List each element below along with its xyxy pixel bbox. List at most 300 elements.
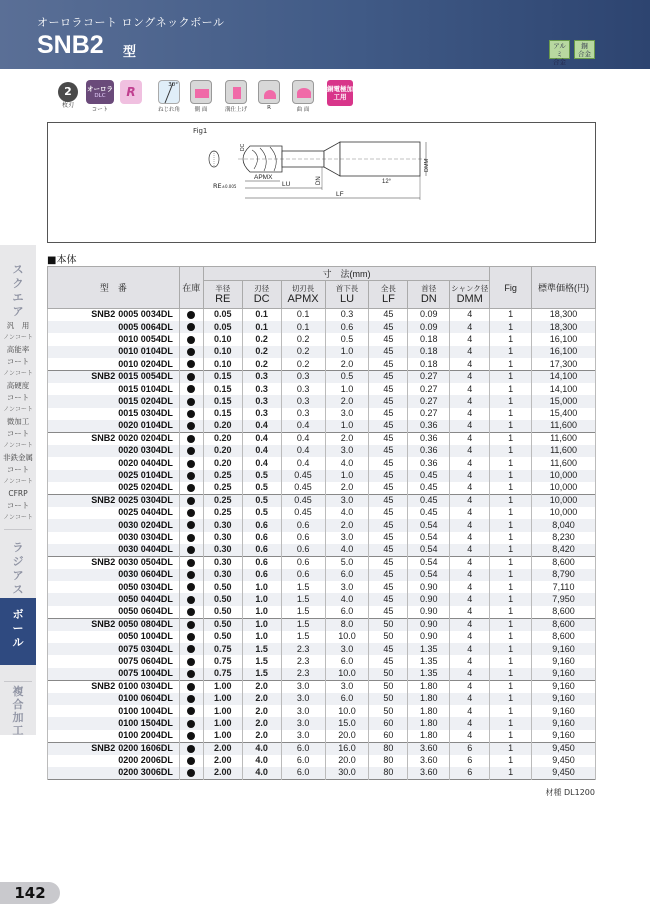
in-stock-dot-icon bbox=[187, 422, 195, 430]
in-stock-dot-icon bbox=[187, 497, 195, 505]
in-stock-dot-icon bbox=[187, 769, 195, 777]
table-row bbox=[48, 383, 596, 395]
re-cell: 0.15 bbox=[203, 383, 242, 395]
in-stock-dot-icon bbox=[187, 633, 195, 641]
price-cell: 15,400 bbox=[532, 408, 596, 420]
in-stock-dot-icon bbox=[187, 323, 195, 331]
model-code-cell bbox=[48, 321, 180, 333]
apmx-cell: 2.3 bbox=[281, 643, 325, 655]
apmx-cell: 3.0 bbox=[281, 730, 325, 742]
lu-cell: 4.0 bbox=[325, 544, 369, 556]
product-title-suffix: 型 bbox=[123, 45, 137, 60]
lu-cell: 3.0 bbox=[325, 532, 369, 544]
lu-cell: 3.0 bbox=[325, 643, 369, 655]
stock-cell bbox=[179, 544, 203, 556]
table-row bbox=[48, 730, 596, 742]
lf-cell: 45 bbox=[369, 470, 408, 482]
re-cell: 0.30 bbox=[203, 569, 242, 581]
dmm-cell: 4 bbox=[450, 420, 490, 432]
stock-cell bbox=[179, 457, 203, 469]
table-row bbox=[48, 532, 596, 544]
table-row bbox=[48, 432, 596, 444]
stock-cell bbox=[179, 420, 203, 432]
model-prefix: SNB2 bbox=[91, 433, 116, 444]
re-cell: 0.15 bbox=[203, 395, 242, 407]
sidebar-subitem[interactable]: コート bbox=[6, 393, 30, 402]
fig-cell: 1 bbox=[490, 346, 532, 358]
re-cell: 0.75 bbox=[203, 643, 242, 655]
sidebar-item-ball[interactable]: ボ ー ル bbox=[0, 598, 36, 665]
apmx-cell: 6.0 bbox=[281, 755, 325, 767]
fig-cell: 1 bbox=[490, 532, 532, 544]
apmx-cell: 0.6 bbox=[281, 556, 325, 568]
lu-cell: 6.0 bbox=[325, 655, 369, 667]
re-cell: 0.30 bbox=[203, 544, 242, 556]
sidebar-subitem[interactable]: ノンコート bbox=[3, 370, 33, 377]
curved-surface-label: 曲 面 bbox=[296, 107, 310, 113]
re-cell: 1.00 bbox=[203, 717, 242, 729]
header-apmx: 切刃長 APMX bbox=[281, 281, 325, 309]
dn-cell: 0.90 bbox=[408, 618, 450, 630]
model-prefix: SNB2 bbox=[91, 619, 116, 630]
model-code-cell bbox=[48, 668, 180, 680]
apmx-cell: 0.45 bbox=[281, 482, 325, 494]
re-cell: 0.05 bbox=[203, 321, 242, 333]
price-cell: 14,100 bbox=[532, 370, 596, 382]
side-milling-label: 側 面 bbox=[194, 107, 208, 113]
price-cell: 11,600 bbox=[532, 432, 596, 444]
model-code-cell bbox=[48, 482, 180, 494]
price-cell: 8,600 bbox=[532, 606, 596, 618]
apmx-cell: 0.6 bbox=[281, 532, 325, 544]
stock-cell bbox=[179, 346, 203, 358]
table-row bbox=[48, 655, 596, 667]
dmm-cell: 4 bbox=[450, 532, 490, 544]
lf-cell: 45 bbox=[369, 321, 408, 333]
dmm-label: DMM bbox=[424, 158, 430, 172]
fig-cell: 1 bbox=[490, 507, 532, 519]
price-cell: 17,300 bbox=[532, 358, 596, 370]
lu-cell: 0.5 bbox=[325, 333, 369, 345]
dmm-cell: 4 bbox=[450, 309, 490, 321]
model-number: 0100 1004DL bbox=[118, 705, 173, 716]
stock-cell bbox=[179, 482, 203, 494]
fig-cell: 1 bbox=[490, 742, 532, 754]
price-cell: 8,600 bbox=[532, 618, 596, 630]
model-number: 0025 0404DL bbox=[118, 507, 173, 518]
lf-cell: 45 bbox=[369, 333, 408, 345]
lf-cell: 50 bbox=[369, 693, 408, 705]
model-code-cell bbox=[48, 309, 180, 321]
dmm-cell: 4 bbox=[450, 383, 490, 395]
lf-cell: 45 bbox=[369, 593, 408, 605]
model-number: 0005 0064DL bbox=[118, 321, 173, 332]
in-stock-dot-icon bbox=[187, 435, 195, 443]
sidebar-subitem[interactable]: 汎 用 bbox=[6, 321, 30, 330]
in-stock-dot-icon bbox=[187, 534, 195, 542]
dc-cell: 0.6 bbox=[242, 544, 281, 556]
in-stock-dot-icon bbox=[187, 521, 195, 529]
radius-icon: R bbox=[120, 80, 142, 104]
in-stock-dot-icon bbox=[187, 732, 195, 740]
sidebar-subitem[interactable]: 非鉄金属 bbox=[3, 453, 33, 462]
re-cell: 0.20 bbox=[203, 445, 242, 457]
price-cell: 8,420 bbox=[532, 544, 596, 556]
lu-cell: 8.0 bbox=[325, 618, 369, 630]
dn-cell: 0.90 bbox=[408, 593, 450, 605]
fig-cell: 1 bbox=[490, 395, 532, 407]
stock-cell bbox=[179, 569, 203, 581]
in-stock-dot-icon bbox=[187, 596, 195, 604]
sidebar-subitem[interactable]: ノンコート bbox=[3, 406, 33, 413]
price-cell: 11,600 bbox=[532, 457, 596, 469]
table-row bbox=[48, 544, 596, 556]
stock-cell bbox=[179, 631, 203, 643]
dmm-cell: 4 bbox=[450, 321, 490, 333]
in-stock-dot-icon bbox=[187, 745, 195, 753]
model-number: 0020 0304DL bbox=[118, 445, 173, 456]
dmm-cell: 4 bbox=[450, 519, 490, 531]
lf-cell: 80 bbox=[369, 742, 408, 754]
dn-cell: 0.36 bbox=[408, 457, 450, 469]
stock-cell bbox=[179, 655, 203, 667]
page-header bbox=[0, 0, 650, 69]
table-row bbox=[48, 482, 596, 494]
in-stock-dot-icon bbox=[187, 447, 195, 455]
sidebar-subitem[interactable]: CFRP bbox=[8, 489, 28, 498]
dmm-cell: 4 bbox=[450, 680, 490, 692]
re-cell: 2.00 bbox=[203, 767, 242, 779]
model-number: 0015 0204DL bbox=[118, 395, 173, 406]
model-number: 0100 0304DL bbox=[118, 681, 173, 692]
lu-cell: 2.0 bbox=[325, 432, 369, 444]
dmm-cell: 4 bbox=[450, 730, 490, 742]
header-lf: 全長 LF bbox=[369, 281, 408, 309]
apmx-cell: 2.3 bbox=[281, 655, 325, 667]
lu-cell: 0.6 bbox=[325, 321, 369, 333]
model-number: 0010 0204DL bbox=[118, 358, 173, 369]
table-row bbox=[48, 519, 596, 531]
stock-cell bbox=[179, 507, 203, 519]
price-cell: 9,160 bbox=[532, 643, 596, 655]
fig-cell: 1 bbox=[490, 606, 532, 618]
lu-cell: 5.0 bbox=[325, 556, 369, 568]
table-row bbox=[48, 581, 596, 593]
table-row bbox=[48, 420, 596, 432]
price-cell: 16,100 bbox=[532, 346, 596, 358]
dc-cell: 2.0 bbox=[242, 693, 281, 705]
dn-cell: 1.35 bbox=[408, 643, 450, 655]
two-flute-icon: 2 bbox=[58, 82, 78, 102]
aurora-coat-label: コート bbox=[91, 107, 109, 113]
model-number: 0200 3006DL bbox=[118, 767, 173, 778]
fig-cell: 1 bbox=[490, 618, 532, 630]
dn-cell: 0.36 bbox=[408, 420, 450, 432]
lf-cell: 45 bbox=[369, 482, 408, 494]
price-cell: 10,000 bbox=[532, 507, 596, 519]
header-dc: 刃径 DC bbox=[242, 281, 281, 309]
model-number: 0030 0304DL bbox=[118, 532, 173, 543]
table-row bbox=[48, 705, 596, 717]
dc-cell: 2.0 bbox=[242, 717, 281, 729]
model-prefix: SNB2 bbox=[91, 495, 116, 506]
model-code-cell bbox=[48, 643, 180, 655]
sidebar-subitem[interactable]: ノンコート bbox=[3, 478, 33, 485]
table-row bbox=[48, 717, 596, 729]
in-stock-dot-icon bbox=[187, 683, 195, 691]
stock-cell bbox=[179, 680, 203, 692]
model-number: 0030 0204DL bbox=[118, 519, 173, 530]
lu-cell: 3.0 bbox=[325, 408, 369, 420]
fig-cell: 1 bbox=[490, 705, 532, 717]
re-cell: 0.50 bbox=[203, 593, 242, 605]
dmm-cell: 4 bbox=[450, 705, 490, 717]
dn-cell: 1.80 bbox=[408, 730, 450, 742]
dn-cell: 0.90 bbox=[408, 581, 450, 593]
radius-machining-label: R bbox=[267, 105, 271, 111]
sidebar-subitem[interactable]: 高硬度 bbox=[6, 381, 30, 390]
re-cell: 1.00 bbox=[203, 693, 242, 705]
model-prefix: SNB2 bbox=[91, 557, 116, 568]
lf-cell: 45 bbox=[369, 346, 408, 358]
fig-cell: 1 bbox=[490, 680, 532, 692]
apmx-cell: 0.1 bbox=[281, 321, 325, 333]
sidebar-subitem[interactable]: 高能率 bbox=[6, 345, 30, 354]
sidebar-item-radius[interactable]: ラ ジ ア ス bbox=[12, 541, 24, 596]
lf-cell: 50 bbox=[369, 705, 408, 717]
apmx-cell: 6.0 bbox=[281, 742, 325, 754]
re-cell: 1.00 bbox=[203, 730, 242, 742]
price-cell: 9,450 bbox=[532, 742, 596, 754]
apmx-cell: 1.5 bbox=[281, 631, 325, 643]
dmm-cell: 4 bbox=[450, 358, 490, 370]
fig-cell: 1 bbox=[490, 494, 532, 506]
model-number: 0030 0504DL bbox=[118, 557, 173, 568]
model-code-cell bbox=[48, 655, 180, 667]
lf-cell: 45 bbox=[369, 532, 408, 544]
stock-cell bbox=[179, 618, 203, 630]
dn-cell: 0.45 bbox=[408, 494, 450, 506]
lf-cell: 50 bbox=[369, 680, 408, 692]
price-cell: 15,000 bbox=[532, 395, 596, 407]
price-cell: 9,160 bbox=[532, 693, 596, 705]
in-stock-dot-icon bbox=[187, 385, 195, 393]
re-cell: 0.50 bbox=[203, 631, 242, 643]
price-cell: 9,450 bbox=[532, 767, 596, 779]
dn-cell: 0.27 bbox=[408, 395, 450, 407]
sidebar-subitem[interactable]: ノンコート bbox=[3, 514, 33, 521]
dc-cell: 0.4 bbox=[242, 432, 281, 444]
dc-cell: 4.0 bbox=[242, 742, 281, 754]
lf-cell: 45 bbox=[369, 420, 408, 432]
dn-cell: 0.45 bbox=[408, 507, 450, 519]
model-code-cell bbox=[48, 507, 180, 519]
lu-cell: 6.0 bbox=[325, 569, 369, 581]
lf-cell: 60 bbox=[369, 730, 408, 742]
model-prefix: SNB2 bbox=[91, 309, 116, 320]
price-cell: 9,160 bbox=[532, 717, 596, 729]
table-row bbox=[48, 346, 596, 358]
apmx-cell: 3.0 bbox=[281, 693, 325, 705]
dmm-cell: 4 bbox=[450, 445, 490, 457]
product-title: SNB2 bbox=[37, 31, 104, 59]
apmx-cell: 1.5 bbox=[281, 606, 325, 618]
in-stock-dot-icon bbox=[187, 559, 195, 567]
price-cell: 18,300 bbox=[532, 321, 596, 333]
dmm-cell: 4 bbox=[450, 470, 490, 482]
table-row bbox=[48, 767, 596, 779]
apmx-cell: 1.5 bbox=[281, 593, 325, 605]
dc-cell: 1.5 bbox=[242, 655, 281, 667]
apmx-cell: 3.0 bbox=[281, 680, 325, 692]
model-code-cell bbox=[48, 556, 180, 568]
sidebar-item-combo[interactable]: 複 合 加 工 bbox=[12, 685, 24, 737]
sidebar-subitem[interactable]: コート bbox=[6, 465, 30, 474]
model-number: 0050 0304DL bbox=[118, 581, 173, 592]
apmx-cell: 0.45 bbox=[281, 507, 325, 519]
copper-electrode-badge: 銅電極加工用 bbox=[327, 80, 353, 106]
dn-cell: 3.60 bbox=[408, 767, 450, 779]
price-cell: 14,100 bbox=[532, 383, 596, 395]
dc-cell: 0.6 bbox=[242, 532, 281, 544]
dn-cell: 0.54 bbox=[408, 544, 450, 556]
in-stock-dot-icon bbox=[187, 608, 195, 616]
fig-cell: 1 bbox=[490, 420, 532, 432]
lf-cell: 45 bbox=[369, 432, 408, 444]
sidebar-subitem[interactable]: コート bbox=[6, 429, 30, 438]
dn-cell: 1.80 bbox=[408, 693, 450, 705]
apmx-cell: 0.3 bbox=[281, 408, 325, 420]
lu-cell: 6.0 bbox=[325, 693, 369, 705]
model-code-cell bbox=[48, 693, 180, 705]
sidebar-subitem[interactable]: 微加工 bbox=[6, 417, 30, 426]
stock-cell bbox=[179, 742, 203, 754]
dmm-cell: 4 bbox=[450, 593, 490, 605]
sidebar-item-square[interactable]: ス ク エ ア bbox=[12, 263, 24, 318]
stock-cell bbox=[179, 556, 203, 568]
re-cell: 0.25 bbox=[203, 482, 242, 494]
stock-cell bbox=[179, 730, 203, 742]
model-number: 0020 0404DL bbox=[118, 457, 173, 468]
dn-cell: 1.35 bbox=[408, 655, 450, 667]
price-cell: 10,000 bbox=[532, 482, 596, 494]
model-number: 0005 0034DL bbox=[118, 309, 173, 320]
dc-cell: 2.0 bbox=[242, 730, 281, 742]
model-number: 0015 0104DL bbox=[118, 383, 173, 394]
header-re: 半径 RE bbox=[203, 281, 242, 309]
material-badge-aluminum: アルミ 合金 bbox=[549, 40, 570, 59]
dc-cell: 1.0 bbox=[242, 606, 281, 618]
stock-cell bbox=[179, 408, 203, 420]
material-note: 材種 DL1200 bbox=[545, 788, 595, 797]
dc-cell: 4.0 bbox=[242, 767, 281, 779]
dmm-cell: 4 bbox=[450, 581, 490, 593]
dn-cell: 1.80 bbox=[408, 680, 450, 692]
dn-cell: 0.90 bbox=[408, 631, 450, 643]
dc-cell: 0.1 bbox=[242, 309, 281, 321]
model-number: 0050 1004DL bbox=[118, 631, 173, 642]
table-row bbox=[48, 606, 596, 618]
sidebar-subitem[interactable]: ノンコート bbox=[3, 442, 33, 449]
section-title: ■本体 bbox=[47, 255, 77, 266]
fig-cell: 1 bbox=[490, 556, 532, 568]
sidebar-subitem[interactable]: ノンコート bbox=[3, 334, 33, 341]
dc-cell: 1.0 bbox=[242, 581, 281, 593]
dmm-cell: 4 bbox=[450, 606, 490, 618]
price-cell: 18,300 bbox=[532, 309, 596, 321]
table-row bbox=[48, 618, 596, 630]
lf-cell: 45 bbox=[369, 606, 408, 618]
lu-cell: 10.0 bbox=[325, 705, 369, 717]
dc-cell: 0.4 bbox=[242, 445, 281, 457]
price-cell: 8,230 bbox=[532, 532, 596, 544]
spec-table bbox=[47, 266, 596, 780]
fig-cell: 1 bbox=[490, 643, 532, 655]
model-prefix: SNB2 bbox=[91, 371, 116, 382]
lu-cell: 0.5 bbox=[325, 370, 369, 382]
page-number: 142 bbox=[0, 882, 60, 904]
model-number: 0025 0304DL bbox=[118, 495, 173, 506]
sidebar-subitem[interactable]: コート bbox=[6, 501, 30, 510]
re-cell: 2.00 bbox=[203, 755, 242, 767]
header-lu: 首下長 LU bbox=[325, 281, 369, 309]
fig-cell: 1 bbox=[490, 544, 532, 556]
in-stock-dot-icon bbox=[187, 658, 195, 666]
dn-cell: 0.27 bbox=[408, 383, 450, 395]
apmx-cell: 0.2 bbox=[281, 358, 325, 370]
fig-cell: 1 bbox=[490, 755, 532, 767]
dmm-cell: 4 bbox=[450, 494, 490, 506]
lf-cell: 80 bbox=[369, 767, 408, 779]
apmx-cell: 0.3 bbox=[281, 370, 325, 382]
aurora-coat-icon: オーロラ DLC bbox=[86, 80, 114, 104]
in-stock-dot-icon bbox=[187, 670, 195, 678]
fig-cell: 1 bbox=[490, 470, 532, 482]
model-number: 0075 1004DL bbox=[118, 668, 173, 679]
lu-cell: 4.0 bbox=[325, 457, 369, 469]
lu-cell: 3.0 bbox=[325, 680, 369, 692]
dc-cell: 1.0 bbox=[242, 593, 281, 605]
dmm-cell: 4 bbox=[450, 655, 490, 667]
dmm-cell: 4 bbox=[450, 395, 490, 407]
price-cell: 16,100 bbox=[532, 333, 596, 345]
sidebar-subitem[interactable]: コート bbox=[6, 357, 30, 366]
dc-cell: 0.3 bbox=[242, 395, 281, 407]
table-row bbox=[48, 470, 596, 482]
lf-cell: 45 bbox=[369, 445, 408, 457]
lu-cell: 1.0 bbox=[325, 383, 369, 395]
in-stock-dot-icon bbox=[187, 398, 195, 406]
header-fig: Fig bbox=[490, 267, 532, 309]
model-code-cell bbox=[48, 370, 180, 382]
stock-cell bbox=[179, 432, 203, 444]
dn-cell: 1.80 bbox=[408, 705, 450, 717]
in-stock-dot-icon bbox=[187, 373, 195, 381]
model-number: 0100 0604DL bbox=[118, 693, 173, 704]
price-cell: 7,950 bbox=[532, 593, 596, 605]
price-cell: 11,600 bbox=[532, 420, 596, 432]
stock-cell bbox=[179, 395, 203, 407]
dmm-cell: 6 bbox=[450, 755, 490, 767]
lf-cell: 45 bbox=[369, 395, 408, 407]
lu-cell: 16.0 bbox=[325, 742, 369, 754]
in-stock-dot-icon bbox=[187, 645, 195, 653]
stock-cell bbox=[179, 693, 203, 705]
lu-cell: 4.0 bbox=[325, 593, 369, 605]
re-cell: 0.10 bbox=[203, 358, 242, 370]
model-number: 0200 2006DL bbox=[118, 755, 173, 766]
re-cell: 0.30 bbox=[203, 556, 242, 568]
